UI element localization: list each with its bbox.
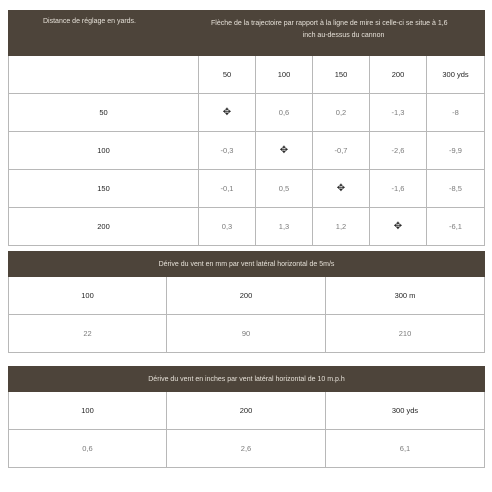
crosshair-icon: ✥ bbox=[370, 208, 427, 246]
table-cell: -1,6 bbox=[370, 170, 427, 208]
wind-inch-title: Dérive du vent en inches par vent latéral horizontal de 10 m.p.h bbox=[9, 367, 485, 392]
wind-mm-title: Dérive du vent en mm par vent latéral horizontal de 5m/s bbox=[9, 252, 485, 277]
wind-drift-mm-table bbox=[8, 251, 485, 353]
column-header: 200 bbox=[370, 56, 427, 94]
crosshair-icon: ✥ bbox=[199, 94, 256, 132]
crosshair-icon: ✥ bbox=[256, 132, 313, 170]
column-header: 300 yds bbox=[427, 56, 485, 94]
column-header: 200 bbox=[167, 392, 326, 430]
trajectory-title-line2: inch au-dessus du cannon bbox=[302, 32, 385, 39]
table-cell: 0,6 bbox=[9, 430, 167, 468]
trajectory-table bbox=[8, 10, 485, 246]
table-row bbox=[9, 315, 485, 353]
table-cell: 22 bbox=[9, 315, 167, 353]
table-row bbox=[9, 132, 485, 170]
column-header-row bbox=[9, 277, 485, 315]
trajectory-title bbox=[199, 11, 485, 56]
column-header: 100 bbox=[9, 277, 167, 315]
row-label: 100 bbox=[9, 132, 199, 170]
distance-header: Distance de réglage en yards. bbox=[9, 11, 199, 56]
table-cell: -9,9 bbox=[427, 132, 485, 170]
wind-mm-header-row bbox=[9, 252, 485, 277]
table-row bbox=[9, 208, 485, 246]
row-label: 200 bbox=[9, 208, 199, 246]
table-cell: 0,6 bbox=[256, 94, 313, 132]
trajectory-header-row bbox=[9, 11, 485, 56]
row-label: 150 bbox=[9, 170, 199, 208]
empty-corner-cell bbox=[9, 56, 199, 94]
crosshair-icon: ✥ bbox=[313, 170, 370, 208]
column-header: 50 bbox=[199, 56, 256, 94]
table-cell: 90 bbox=[167, 315, 326, 353]
table-cell: 2,6 bbox=[167, 430, 326, 468]
column-header: 300 yds bbox=[326, 392, 485, 430]
table-cell: -8,5 bbox=[427, 170, 485, 208]
column-header-row bbox=[9, 56, 485, 94]
table-cell: 0,3 bbox=[199, 208, 256, 246]
table-cell: -0,1 bbox=[199, 170, 256, 208]
column-header: 100 bbox=[256, 56, 313, 94]
table-row bbox=[9, 170, 485, 208]
table-cell: -0,3 bbox=[199, 132, 256, 170]
column-header: 200 bbox=[167, 277, 326, 315]
table-cell: 0,2 bbox=[313, 94, 370, 132]
table-cell: 0,5 bbox=[256, 170, 313, 208]
wind-inch-header-row bbox=[9, 367, 485, 392]
table-cell: 6,1 bbox=[326, 430, 485, 468]
column-header: 300 m bbox=[326, 277, 485, 315]
table-cell: -6,1 bbox=[427, 208, 485, 246]
column-header: 150 bbox=[313, 56, 370, 94]
table-cell: 210 bbox=[326, 315, 485, 353]
table-row bbox=[9, 94, 485, 132]
trajectory-title-line1: Flèche de la trajectoire par rapport à la ligne de mire si celle-ci se situe à 1,6 bbox=[211, 20, 448, 27]
table-row bbox=[9, 430, 485, 468]
table-cell: -0,7 bbox=[313, 132, 370, 170]
table-cell: -8 bbox=[427, 94, 485, 132]
table-cell: -1,3 bbox=[370, 94, 427, 132]
wind-drift-inch-table bbox=[8, 366, 485, 468]
column-header: 100 bbox=[9, 392, 167, 430]
table-cell: 1,2 bbox=[313, 208, 370, 246]
table-cell: -2,6 bbox=[370, 132, 427, 170]
row-label: 50 bbox=[9, 94, 199, 132]
table-cell: 1,3 bbox=[256, 208, 313, 246]
column-header-row bbox=[9, 392, 485, 430]
